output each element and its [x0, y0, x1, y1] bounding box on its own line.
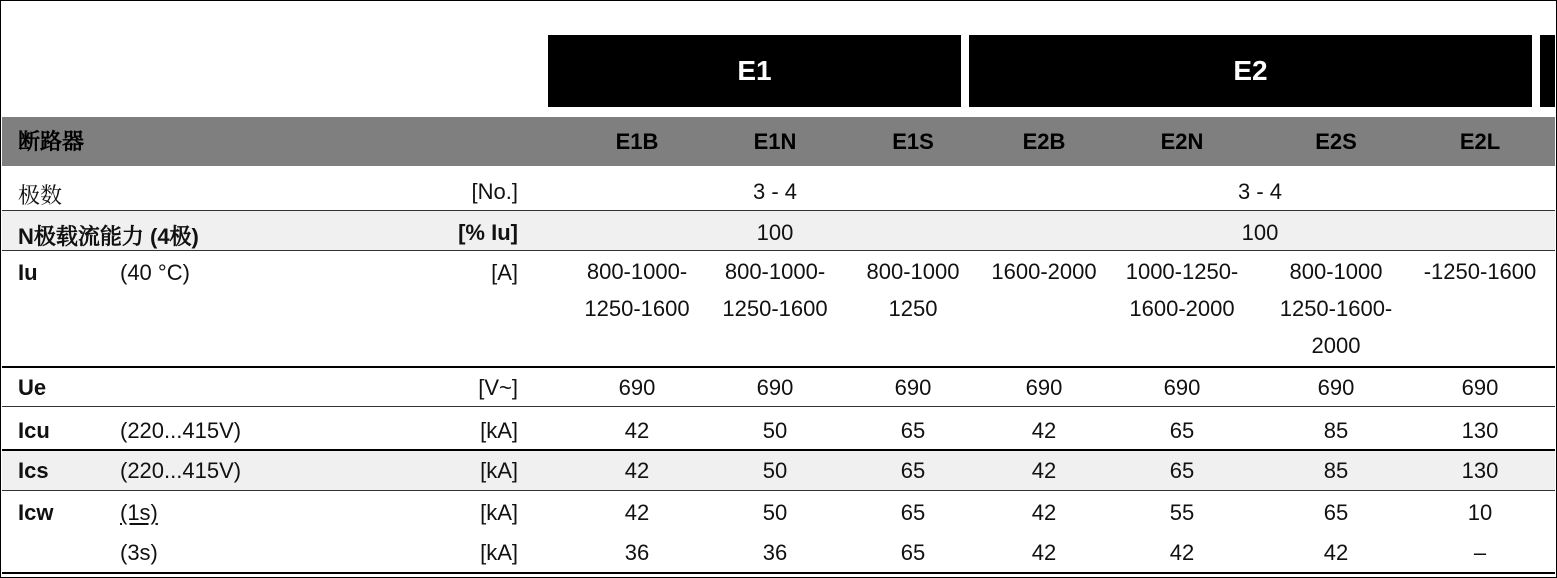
iu-e2b-line: 1600-2000	[991, 259, 1097, 284]
iu-e1s-line: 800-1000	[866, 259, 960, 284]
icw3-e1n-value: 36	[762, 540, 788, 565]
iu-e1b-value	[568, 253, 706, 327]
icu-e2b-value: 42	[1031, 418, 1057, 443]
iu-label: Iu	[18, 260, 38, 285]
poles-e2-value: 3 - 4	[1237, 179, 1283, 204]
iu-e2s-line: 800-1000	[1289, 259, 1383, 284]
icw3-e1b-value: 36	[624, 540, 650, 565]
iu-e1n-value	[706, 253, 844, 327]
model-header-e1n: E1N	[753, 129, 797, 154]
ics-e2l-value: 130	[1461, 458, 1499, 483]
iu-e2b-value	[976, 253, 1112, 290]
icu-condition: (220...415V)	[120, 418, 242, 443]
ue-label: Ue	[18, 375, 47, 400]
icu-e1b-value: 42	[624, 418, 650, 443]
ics-condition: (220...415V)	[120, 458, 242, 483]
ncap-e2-value: 100	[1241, 220, 1279, 245]
ncap-unit: [% Iu]	[458, 220, 518, 245]
icw3-condition: (3s)	[120, 540, 158, 565]
ncap-label: N极载流能力 (4极)	[18, 224, 199, 249]
ics-e2s-value: 85	[1323, 458, 1349, 483]
ue-e2n-value: 690	[1163, 375, 1201, 400]
row-divider	[2, 366, 1555, 368]
poles-label: 极数	[18, 183, 63, 208]
ics-e1s-value: 65	[900, 458, 926, 483]
icu-label: Icu	[18, 418, 50, 443]
iu-condition: (40 °C)	[120, 260, 190, 285]
ue-e1b-value: 690	[618, 375, 656, 400]
group-header-e2-label: E2	[1233, 55, 1268, 86]
icw1-unit: [kA]	[480, 500, 518, 525]
iu-e1s-line: 1250	[888, 296, 938, 321]
ue-e2b-value: 690	[1025, 375, 1063, 400]
ue-e1s-value: 690	[894, 375, 932, 400]
icu-unit: [kA]	[480, 418, 518, 443]
iu-e2n-line: 1600-2000	[1129, 296, 1235, 321]
icu-e1n-value: 50	[762, 418, 788, 443]
iu-e1n-line: 1250-1600	[722, 296, 828, 321]
ics-label: Ics	[18, 458, 49, 483]
icw1-e2s-value: 65	[1323, 500, 1349, 525]
icw3-e2l-value: –	[1473, 540, 1487, 565]
iu-unit: [A]	[491, 260, 518, 285]
icu-e1s-value: 65	[900, 418, 926, 443]
icu-e2s-value: 85	[1323, 418, 1349, 443]
poles-e1-value: 3 - 4	[752, 179, 798, 204]
iu-e1b-line: 1250-1600	[584, 296, 690, 321]
model-header-e1b: E1B	[615, 129, 659, 154]
iu-e2n-line: 1000-1250-	[1125, 259, 1239, 284]
iu-e2s-line: 2000	[1311, 333, 1361, 358]
icw1-e1n-value: 50	[762, 500, 788, 525]
model-header-e2l: E2L	[1459, 129, 1501, 154]
iu-e2s-value	[1265, 253, 1407, 364]
group-header-e1-label: E1	[737, 55, 772, 86]
icw-label: Icw	[18, 500, 54, 525]
group-header-e1	[548, 35, 961, 107]
ue-unit: [V~]	[478, 375, 518, 400]
model-header-e2b: E2B	[1022, 129, 1066, 154]
icw3-e2n-value: 42	[1169, 540, 1195, 565]
row-divider	[2, 572, 1555, 574]
row-divider	[2, 250, 1555, 251]
icw3-e2b-value: 42	[1031, 540, 1057, 565]
icw1-e1s-value: 65	[900, 500, 926, 525]
ue-e2s-value: 690	[1317, 375, 1355, 400]
icw1-condition: (1s)	[120, 500, 158, 525]
icw3-e1s-value: 65	[900, 540, 926, 565]
group-header-edge	[1540, 35, 1555, 107]
icw1-e2n-value: 55	[1169, 500, 1195, 525]
ics-e2b-value: 42	[1031, 458, 1057, 483]
ics-e2n-value: 65	[1169, 458, 1195, 483]
row-divider	[2, 406, 1555, 407]
icu-e2l-value: 130	[1461, 418, 1499, 443]
iu-e1b-line: 800-1000-	[586, 259, 688, 284]
iu-e2s-line: 1250-1600-	[1279, 296, 1393, 321]
model-header-e2s: E2S	[1315, 129, 1357, 154]
row-divider	[2, 490, 1555, 491]
iu-e2l-value	[1410, 253, 1550, 290]
model-header-e1s: E1S	[892, 129, 934, 154]
icu-e2n-value: 65	[1169, 418, 1195, 443]
icw3-unit: [kA]	[480, 540, 518, 565]
row-divider	[2, 210, 1555, 211]
iu-e2n-value	[1112, 253, 1252, 327]
ue-e1n-value: 690	[756, 375, 794, 400]
icw1-e1b-value: 42	[624, 500, 650, 525]
icw3-e2s-value: 42	[1323, 540, 1349, 565]
poles-unit: [No.]	[471, 179, 518, 204]
header-title: 断路器	[18, 129, 85, 154]
ics-e1n-value: 50	[762, 458, 788, 483]
iu-e1n-line: 800-1000-	[724, 259, 826, 284]
ue-e2l-value: 690	[1461, 375, 1499, 400]
iu-e1s-value	[844, 253, 982, 327]
ics-e1b-value: 42	[624, 458, 650, 483]
ics-unit: [kA]	[480, 458, 518, 483]
group-header-e2	[969, 35, 1532, 107]
icw1-e2b-value: 42	[1031, 500, 1057, 525]
ncap-e1-value: 100	[756, 220, 794, 245]
model-header-e2n: E2N	[1160, 129, 1204, 154]
row-divider	[2, 449, 1555, 451]
icw1-e2l-value: 10	[1467, 500, 1493, 525]
iu-e2l-line: -1250-1600	[1423, 259, 1537, 284]
